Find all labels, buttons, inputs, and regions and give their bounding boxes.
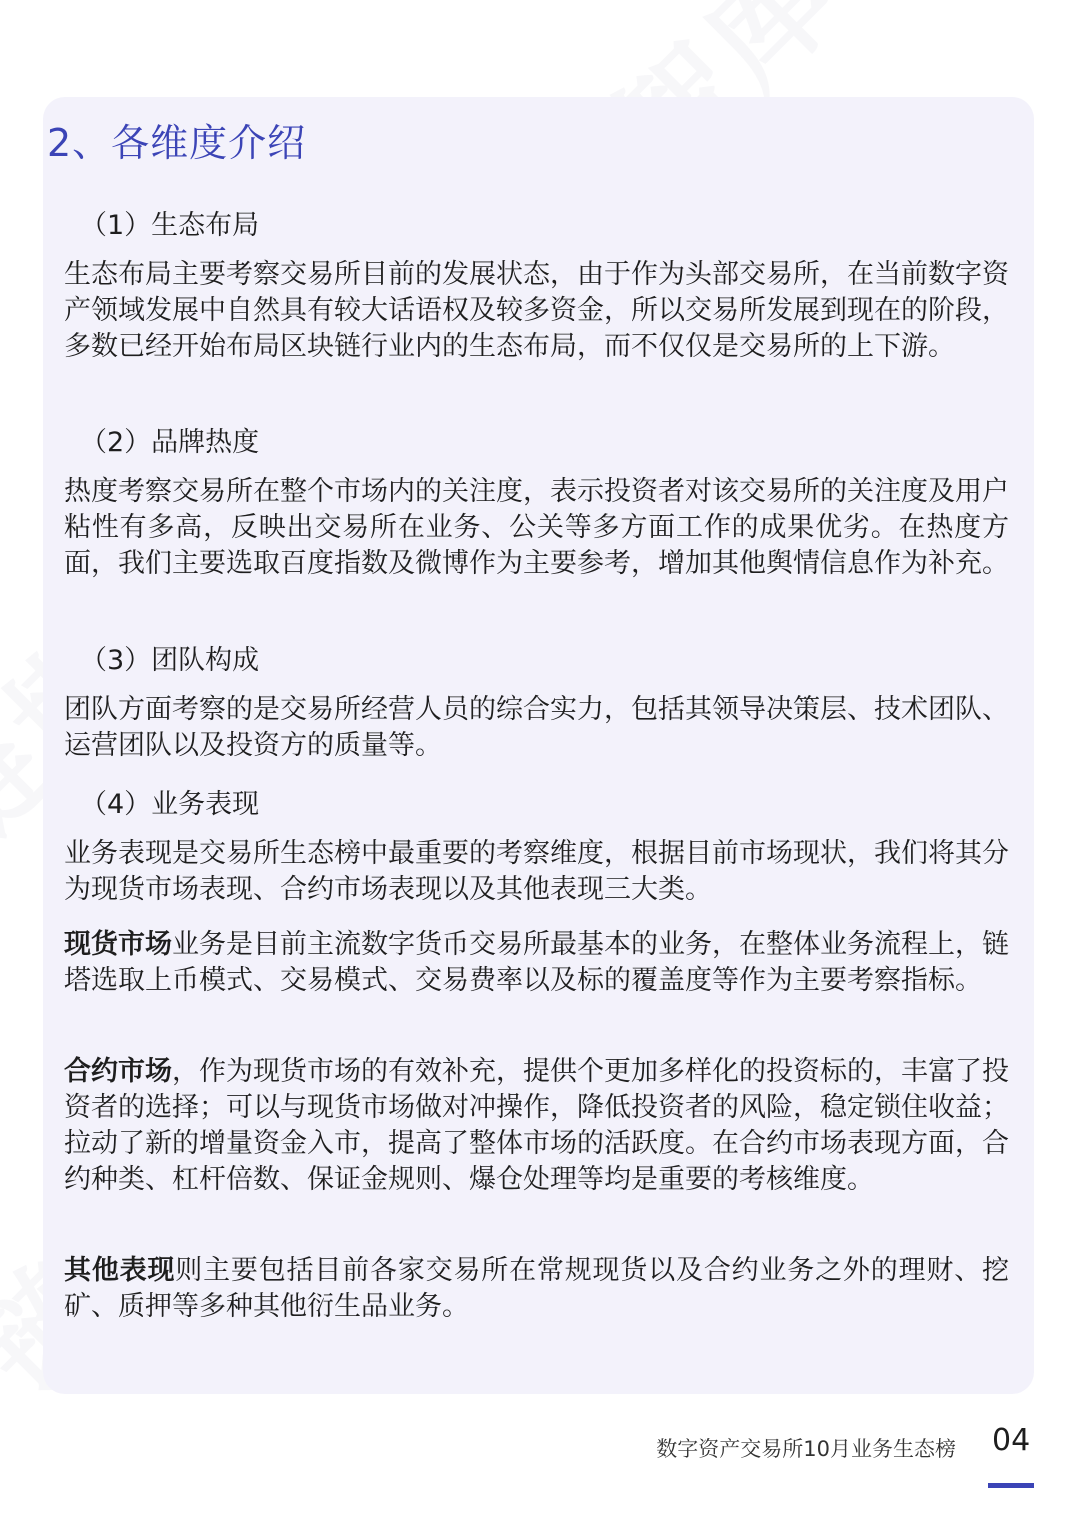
detail-term: 合约市场 — [64, 1056, 172, 1087]
detail-text: 则主要包括目前各家交易所在常规现货以及合约业务之外的理财、挖矿、质押等多种其他衍生品业务。 — [64, 1255, 1010, 1322]
detail-text: ，作为现货市场的有效补充，提供个更加多样化的投资标的，丰富了投资者的选择；可以与现货市场做对冲操作，降低投资者的风险，稳定锁住收益；拉动了新的增量资金入市，提高了整体市场的活跃度。在合约市场表现方面，合约种类、杠杆倍数、保证金规则、爆仓处理等均是重要的考核维度。 — [64, 1056, 1009, 1195]
section-heading-team: （3）团队构成 — [80, 645, 260, 676]
page-number: 04 — [992, 1423, 1031, 1458]
section-heading-business: （4）业务表现 — [80, 789, 260, 820]
detail-contract-market — [64, 1054, 1009, 1198]
section-body-team: 团队方面考察的是交易所经营人员的综合实力，包括其领导决策层、技术团队、运营团队以及投资方的质量等。 — [64, 694, 1009, 761]
section-heading-brand: （2）品牌热度 — [80, 427, 260, 458]
footer-report-title: 数字资产交易所10月业务生态榜 — [656, 1437, 956, 1461]
page-number-underline — [988, 1483, 1034, 1488]
detail-spot-market — [64, 927, 1009, 999]
section-body-brand: 热度考察交易所在整个市场内的关注度，表示投资者对该交易所的关注度及用户粘性有多高，反映出交易所在业务、公关等多方面工作的成果优劣。在热度方面，我们主要选取百度指数及微博作为主要参考，增加其他舆情信息作为补充。 — [64, 476, 1009, 579]
detail-text: 业务是目前主流数字货币交易所最基本的业务，在整体业务流程上，链塔选取上币模式、交易模式、交易费率以及标的覆盖度等作为主要考察指标。 — [64, 929, 1009, 996]
section-body-ecosystem: 生态布局主要考察交易所目前的发展状态，由于作为头部交易所，在当前数字资产领域发展中自然具有较大话语权及较多资金，所以交易所发展到现在的阶段，多数已经开始布局区块链行业内的生态布局，而不仅仅是交易所的上下游。 — [64, 259, 1009, 362]
detail-other — [64, 1253, 1009, 1325]
section-heading-ecosystem: （1）生态布局 — [80, 210, 260, 241]
detail-term: 现货市场 — [64, 929, 172, 960]
section-title: 2、各维度介绍 — [47, 121, 307, 165]
section-body-business: 业务表现是交易所生态榜中最重要的考察维度，根据目前市场现状，我们将其分为现货市场表现、合约市场表现以及其他表现三大类。 — [64, 838, 1009, 905]
detail-term: 其他表现 — [64, 1255, 176, 1286]
